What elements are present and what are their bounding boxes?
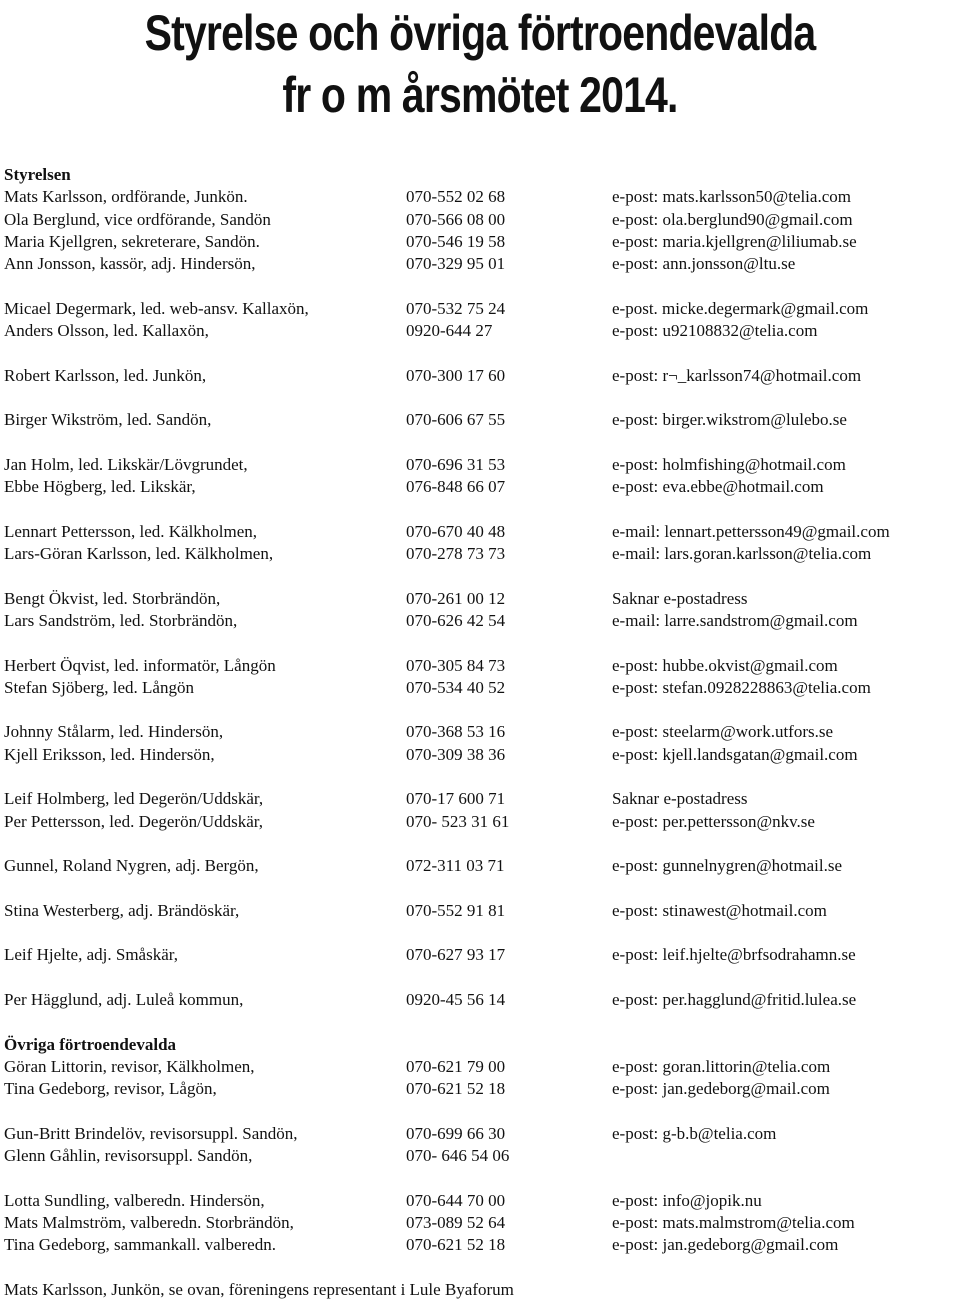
contact-phone: 070-534 40 52: [406, 677, 506, 697]
contact-name: Leif Hjelte, adj. Småskär,: [4, 945, 178, 965]
footer-note: Mats Karlsson, Junkön, se ovan, föreningens representant i Lule Byaforum: [4, 1279, 514, 1299]
contact-phone: 070-278 73 73: [406, 544, 506, 564]
contact-email: Saknar e-postadress: [612, 588, 748, 608]
section-heading-ovriga: Övriga förtroendevalda: [4, 1034, 177, 1054]
contact-phone: 070-621 52 18: [406, 1235, 506, 1255]
contact-phone: 070-552 02 68: [406, 187, 506, 207]
contact-email: e-post: eva.ebbe@hotmail.com: [612, 477, 824, 497]
contact-email: e-post: birger.wikstrom@lulebo.se: [612, 410, 847, 430]
contact-phone: 070-17 600 71: [406, 789, 506, 809]
contact-name: Mats Malmström, valberedn. Storbrändön,: [4, 1212, 294, 1232]
group-gap: [4, 342, 956, 364]
contact-email: e-post: r¬_karlsson74@hotmail.com: [612, 365, 862, 385]
contact-email: e-post: holmfishing@hotmail.com: [612, 454, 846, 474]
contact-name: Anders Olsson, led. Kallaxön,: [4, 321, 209, 341]
contact-row: [4, 298, 956, 320]
contact-name: Glenn Gåhlin, revisorsuppl. Sandön,: [4, 1146, 253, 1166]
contact-name: Stefan Sjöberg, led. Långön: [4, 677, 194, 697]
contact-name: Lotta Sundling, valberedn. Hindersön,: [4, 1190, 265, 1210]
contact-name: Leif Holmberg, led Degerön/Uddskär,: [4, 789, 264, 809]
group-gap: [4, 833, 956, 855]
section-gap: [4, 1011, 956, 1033]
contact-phone: 070-699 66 30: [406, 1123, 506, 1143]
contact-email: e-post: leif.hjelte@brfsodrahamn.se: [612, 945, 856, 965]
contact-email: e-mail: larre.sandstrom@gmail.com: [612, 610, 858, 630]
contact-email: e-mail: lars.goran.karlsson@telia.com: [612, 544, 872, 564]
contact-row: [4, 944, 956, 966]
contact-name: Ebbe Högberg, led. Likskär,: [4, 477, 196, 497]
group-gap: [4, 878, 956, 900]
contact-phone: 070-329 95 01: [406, 254, 506, 274]
group-gap: [4, 699, 956, 721]
contact-name: Tina Gedeborg, revisor, Lågön,: [4, 1079, 217, 1099]
contact-row: [4, 721, 956, 743]
contact-name: Micael Degermark, led. web-ansv. Kallaxön,: [4, 298, 309, 318]
contact-row: [4, 521, 956, 543]
contact-name: Kjell Eriksson, led. Hindersön,: [4, 744, 215, 764]
title-line-1: Styrelse och övriga förtroendevalda: [144, 5, 816, 61]
contact-phone: 076-848 66 07: [406, 477, 506, 497]
contact-phone: 0920-644 27: [406, 321, 493, 341]
contact-row: [4, 1234, 956, 1256]
contact-name: Bengt Ökvist, led. Storbrändön,: [4, 588, 221, 608]
contact-email: e-post. micke.degermark@gmail.com: [612, 298, 869, 318]
contact-name: Jan Holm, led. Likskär/Lövgrundet,: [4, 454, 248, 474]
contact-email: e-post: ann.jonsson@ltu.se: [612, 254, 796, 274]
styrelsen-list: [4, 186, 956, 1011]
contact-row: [4, 209, 956, 231]
contact-phone: 070-566 08 00: [406, 209, 506, 229]
group-gap: [4, 766, 956, 788]
contact-phone: 070- 523 31 61: [406, 811, 510, 831]
title-line-2: fr o m årsmötet 2014.: [282, 67, 678, 123]
contact-email: e-post: goran.littorin@telia.com: [612, 1056, 831, 1076]
group-gap: [4, 387, 956, 409]
contact-row: [4, 1056, 956, 1078]
section-heading-styrelsen: Styrelsen: [4, 165, 71, 184]
contact-phone: 070-532 75 24: [406, 298, 506, 318]
contact-row: [4, 476, 956, 498]
contact-email: e-post: info@jopik.nu: [612, 1190, 762, 1210]
contact-phone: 070- 646 54 06: [406, 1146, 510, 1166]
contact-name: Robert Karlsson, led. Junkön,: [4, 365, 207, 385]
contact-row: [4, 365, 956, 387]
contact-row: [4, 231, 956, 253]
contact-email: e-post: jan.gedeborg@gmail.com: [612, 1235, 839, 1255]
contact-phone: 070-644 70 00: [406, 1190, 506, 1210]
contact-row: [4, 409, 956, 431]
group-gap: [4, 1167, 956, 1189]
contact-email: e-mail: lennart.pettersson49@gmail.com: [612, 521, 890, 541]
group-gap: [4, 498, 956, 520]
contact-row: [4, 1190, 956, 1212]
contact-phone: 070-309 38 36: [406, 744, 506, 764]
contact-email: e-post: per.pettersson@nkv.se: [612, 811, 815, 831]
contact-email: e-post: gunnelnygren@hotmail.se: [612, 856, 842, 876]
contact-row: [4, 320, 956, 342]
contact-email: e-post: kjell.landsgatan@gmail.com: [612, 744, 858, 764]
contact-phone: 070-261 00 12: [406, 588, 506, 608]
contact-phone: 070-627 93 17: [406, 945, 506, 965]
section-gap: [4, 1257, 956, 1279]
contact-email: e-post: per.hagglund@fritid.lulea.se: [612, 989, 857, 1009]
contact-name: Göran Littorin, revisor, Kälkholmen,: [4, 1056, 255, 1076]
contact-name: Maria Kjellgren, sekreterare, Sandön.: [4, 231, 260, 251]
group-gap: [4, 1100, 956, 1122]
contact-email: e-post: g-b.b@telia.com: [612, 1123, 777, 1143]
contact-row: [4, 1078, 956, 1100]
contact-email: e-post: maria.kjellgren@liliumab.se: [612, 231, 857, 251]
contact-row: [4, 186, 956, 208]
contact-row: [4, 1212, 956, 1234]
contact-row: [4, 543, 956, 565]
contact-email: e-post: steelarm@work.utfors.se: [612, 722, 834, 742]
contact-phone: 0920-45 56 14: [406, 989, 506, 1009]
contact-phone: 070-621 79 00: [406, 1056, 506, 1076]
contact-row: [4, 253, 956, 275]
contact-email: e-post: hubbe.okvist@gmail.com: [612, 655, 838, 675]
contact-row: [4, 1123, 956, 1145]
contact-phone: 070-606 67 55: [406, 410, 506, 430]
group-gap: [4, 922, 956, 944]
ovriga-list: [4, 1056, 956, 1257]
contact-name: Herbert Öqvist, led. informatör, Långön: [4, 655, 276, 675]
contact-row: [4, 900, 956, 922]
contact-phone: 072-311 03 71: [406, 856, 505, 876]
contact-phone: 070-626 42 54: [406, 610, 506, 630]
group-gap: [4, 565, 956, 587]
contact-name: Per Hägglund, adj. Luleå kommun,: [4, 989, 244, 1009]
contact-phone: 070-621 52 18: [406, 1079, 506, 1099]
contact-phone: 073-089 52 64: [406, 1212, 506, 1232]
contact-row: [4, 788, 956, 810]
contact-name: Johnny Stålarm, led. Hindersön,: [4, 722, 224, 742]
contact-email: e-post: u92108832@telia.com: [612, 321, 818, 341]
contact-name: Per Pettersson, led. Degerön/Uddskär,: [4, 811, 263, 831]
group-gap: [4, 432, 956, 454]
group-gap: [4, 967, 956, 989]
group-gap: [4, 632, 956, 654]
contact-row: [4, 610, 956, 632]
contact-phone: 070-552 91 81: [406, 900, 506, 920]
document-body: [4, 164, 956, 1301]
contact-name: Mats Karlsson, ordförande, Junkön.: [4, 187, 248, 207]
contact-phone: 070-546 19 58: [406, 231, 506, 251]
contact-phone: 070-696 31 53: [406, 454, 506, 474]
contact-name: Birger Wikström, led. Sandön,: [4, 410, 212, 430]
contact-email: e-post: mats.karlsson50@telia.com: [612, 187, 851, 207]
contact-email: e-post: ola.berglund90@gmail.com: [612, 209, 853, 229]
contact-row: [4, 454, 956, 476]
contact-row: [4, 989, 956, 1011]
contact-row: [4, 1145, 956, 1167]
contact-name: Stina Westerberg, adj. Brändöskär,: [4, 900, 240, 920]
contact-row: [4, 655, 956, 677]
contact-name: Ola Berglund, vice ordförande, Sandön: [4, 209, 271, 229]
contact-phone: 070-670 40 48: [406, 521, 506, 541]
contact-name: Lars-Göran Karlsson, led. Kälkholmen,: [4, 544, 274, 564]
contact-email: e-post: mats.malmstrom@telia.com: [612, 1212, 855, 1232]
contact-row: [4, 855, 956, 877]
contact-row: [4, 744, 956, 766]
contact-email: e-post: stefan.0928228863@telia.com: [612, 677, 871, 697]
contact-name: Lars Sandström, led. Storbrändön,: [4, 610, 238, 630]
contact-row: [4, 811, 956, 833]
contact-email: e-post: jan.gedeborg@mail.com: [612, 1079, 830, 1099]
contact-phone: 070-305 84 73: [406, 655, 506, 675]
contact-name: Tina Gedeborg, sammankall. valberedn.: [4, 1235, 276, 1255]
contact-phone: 070-368 53 16: [406, 722, 506, 742]
contact-phone: 070-300 17 60: [406, 365, 506, 385]
contact-name: Lennart Pettersson, led. Kälkholmen,: [4, 521, 258, 541]
contact-email: e-post: stinawest@hotmail.com: [612, 900, 827, 920]
contact-email: Saknar e-postadress: [612, 789, 748, 809]
contact-row: [4, 677, 956, 699]
contact-name: Gun-Britt Brindelöv, revisorsuppl. Sandön,: [4, 1123, 298, 1143]
contact-name: Ann Jonsson, kassör, adj. Hindersön,: [4, 254, 256, 274]
contact-name: Gunnel, Roland Nygren, adj. Bergön,: [4, 856, 259, 876]
contact-row: [4, 588, 956, 610]
group-gap: [4, 275, 956, 297]
